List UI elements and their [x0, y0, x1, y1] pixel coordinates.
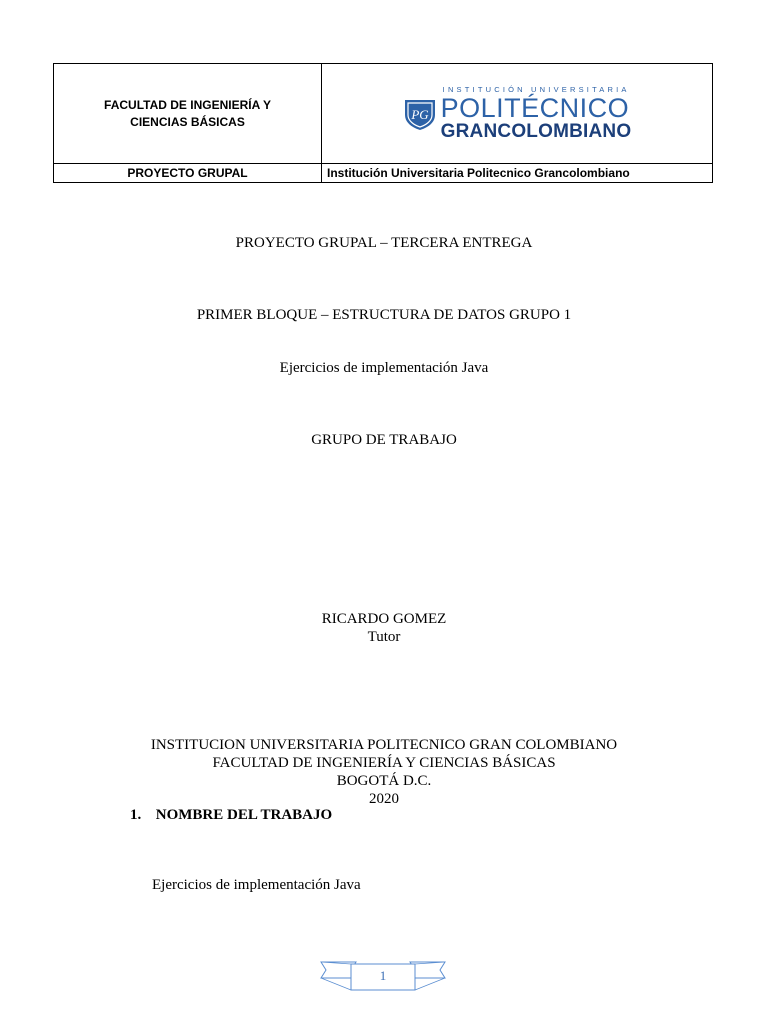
section-number: 1. — [130, 807, 142, 823]
cover-group: GRUPO DE TRABAJO — [311, 432, 457, 448]
section-body: Ejercicios de implementación Java — [152, 877, 361, 893]
year-line: 2020 — [369, 791, 399, 807]
section-heading — [130, 807, 332, 824]
logo-bottom-text: GRANCOLOMBIANO — [440, 120, 632, 142]
section-title: NOMBRE DEL TRABAJO — [155, 807, 333, 823]
cover-block: PRIMER BLOQUE – ESTRUCTURA DE DATOS GRUPO 1 — [196, 307, 572, 323]
faculty-cell — [54, 64, 322, 164]
institution-name: Institución Universitaria Politecnico Grancolombiano — [327, 165, 630, 180]
project-label-cell — [54, 164, 322, 183]
institution-line: INSTITUCION UNIVERSITARIA POLITECNICO GRAN COLOMBIANO — [150, 737, 618, 753]
logo-top-text: INSTITUCIÓN UNIVERSITARIA — [442, 85, 630, 95]
faculty-line: FACULTAD DE INGENIERÍA Y CIENCIAS BÁSICAS — [212, 755, 556, 771]
shield-logo-icon — [403, 97, 437, 131]
tutor-block — [0, 610, 768, 646]
page-number: 1 — [379, 968, 387, 983]
tutor-role: Tutor — [367, 629, 401, 645]
project-label: PROYECTO GRUPAL — [127, 165, 248, 180]
institution-logo — [403, 86, 632, 141]
cover-title: PROYECTO GRUPAL – TERCERA ENTREGA — [235, 235, 533, 251]
logo-mark-text: PG — [410, 106, 429, 122]
tutor-name: RICARDO GOMEZ — [321, 611, 447, 627]
logo-middle-text: POLITÉCNICO — [440, 92, 630, 123]
header-table — [53, 63, 713, 183]
city-line: BOGOTÁ D.C. — [336, 773, 432, 789]
faculty-name: FACULTAD DE INGENIERÍA Y CIENCIAS BÁSICAS — [104, 97, 271, 129]
institution-cell — [322, 164, 713, 183]
page-number-ribbon — [318, 960, 448, 996]
cover-subtitle: Ejercicios de implementación Java — [279, 360, 489, 376]
institution-block — [0, 736, 768, 808]
logo-cell — [322, 64, 713, 164]
